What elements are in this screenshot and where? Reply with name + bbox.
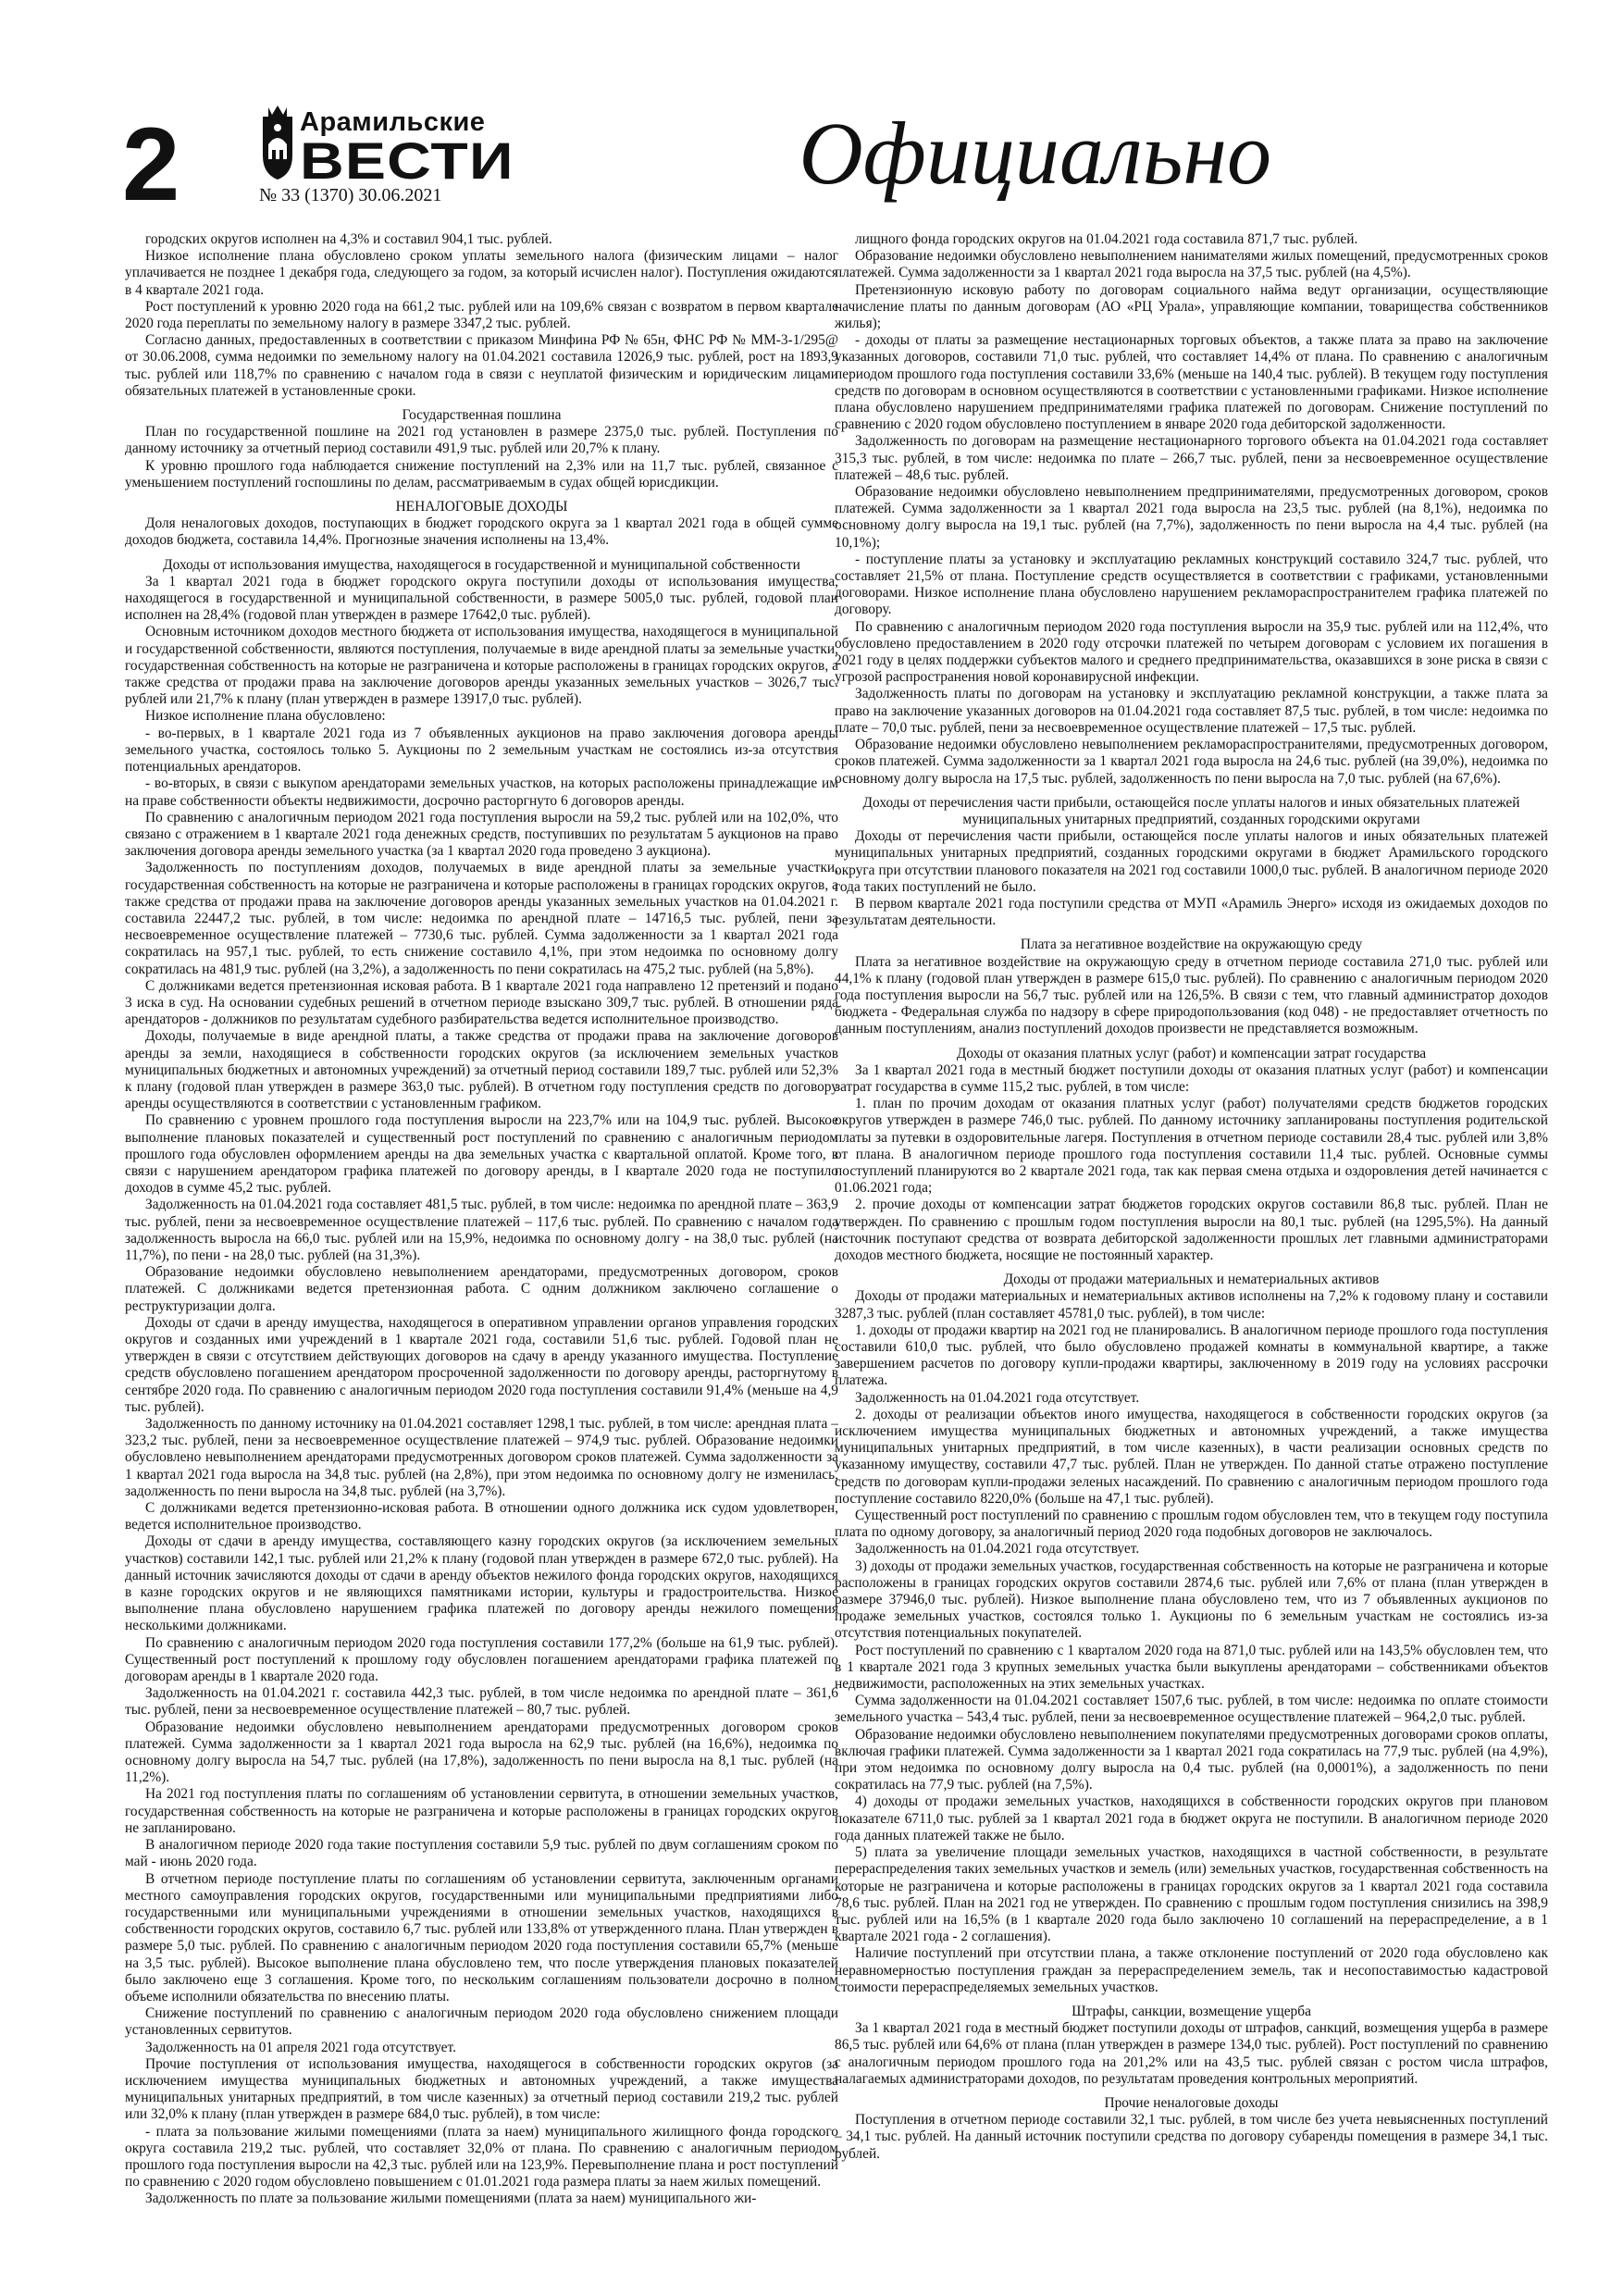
- issue-number: № 33 (1370) 30.06.2021: [259, 185, 442, 205]
- section-heading: Штрафы, санкции, возмещение ущерба: [1072, 2003, 1311, 2019]
- paragraph: 3) доходы от продажи земельных участков, государственная собственность на которые не разграничена и которые расположены в границах городских округов составили 2874,6 тыс. рублей или 7,6% от плана (план утвержден в размере 37946,0 тыс. рублей). Низкое выполнение плана обусловлено тем, что из 7 объявленных аукционов по продаже земельных участков, состоялся только 1. Аукционы по 6 земельным участкам не состоялись из-за отсутствия потенциальных покупателей.: [835, 1558, 1548, 1642]
- paragraph: По сравнению с аналогичным периодом 2021 года поступления выросли на 59,2 тыс. рублей или на 102,0%, что связано с отражением в 1 квартале 2021 года денежных средств, поступивших по результатам 5 аукционов на право заключения договора аренды земельного участка (за 1 квартал 2020 года проведено 3 аукциона).: [125, 809, 838, 860]
- paragraph: Доходы, получаемые в виде арендной платы, а также средства от продажи права на заключение договоров аренды за земли, находящиеся в собственности городских округов (за исключением земельных участков муниципальных бюджетных и автономных учреждений) за отчетный период составили 189,7 тыс. рублей или 52,3% к плану (годовой план утвержден в размере 363,0 тыс. рублей). В отчетном году поступления средств по договору аренды осуществляются в соответствии с установленным графиком.: [125, 1028, 838, 1112]
- paragraph: Рост поступлений по сравнению с 1 кварталом 2020 года на 871,0 тыс. рублей или на 143,5% обусловлен тем, что в 1 квартале 2021 года 3 крупных земельных участка были выкуплены арендаторами – собственниками объектов недвижимости, расположенных на этих земельных участках.: [835, 1642, 1548, 1693]
- section-heading: Доходы от использования имущества, находящегося в государственной и муниципальной собственности: [163, 556, 800, 573]
- paragraph: - во-вторых, в связи с выкупом арендаторами земельных участков, на которых расположены принадлежащие им на праве собственности объекты недвижимости, досрочно расторгнуто 6 договоров аренды.: [125, 776, 838, 809]
- paragraph: На 2021 год поступления платы по соглашениям об установлении сервитута, в отношении земельных участков, государственная собственность на которые не разграничена и которые расположены в границах городских округов не запланировано.: [125, 1786, 838, 1836]
- paragraph: Поступления в отчетном периоде составили 32,1 тыс. рублей, в том числе без учета невыясненных поступлений – 34,1 тыс. рублей. На данный источник поступили средства по договору субаренды помещения в размере 34,1 тыс. рублей.: [835, 2112, 1548, 2162]
- paragraph: Доля неналоговых доходов, поступающих в бюджет городского округа за 1 квартал 2021 года в общей сумме доходов бюджета, составила 14,4%. Прогнозные значения исполнены на 13,4%.: [125, 515, 838, 549]
- paragraph: Прочие поступления от использования имущества, находящегося в собственности городских округов (за исключением имущества муниципальных бюджетных и автономных учреждений, а также имущества муниципальных унитарных предприятий, в том числе казенных) за отчетный период составили 219,2 тыс. рублей или 32,0% к плану (план утвержден в размере 684,0 тыс. рублей), в том числе:: [125, 2055, 838, 2123]
- paragraph: Задолженность платы по договорам на установку и эксплуатацию рекламной конструкции, а также плата за право на заключение указанных договоров на 01.04.2021 года составляет 87,5 тыс. рублей, в том числе: недоимка по плате – 70,0 тыс. рублей, пени за несвоевременное осуществление платежей – 17,5 тыс. рублей.: [835, 686, 1548, 736]
- paragraph: - плата за пользование жилыми помещениями (плата за наем) муниципального жилищного фонда городского округа составила 219,2 тыс. рублей, что составляет 32,0% от плана. По сравнению с аналогичным периодом прошлого года поступления выросли на 42,3 тыс. рублей или на 123,9%. Перевыполнение плана и рост поступлений по сравнению с 2020 годом обусловлено повышением с 01.01.2021 года размера платы за наем жилых помещений.: [125, 2123, 838, 2191]
- paragraph: По сравнению с уровнем прошлого года поступления выросли на 223,7% или на 104,9 тыс. рублей. Высокое выполнение плановых показателей и существенный рост поступлений по сравнению с аналогичным периодом прошлого года обусловлен оформлением аренды на два земельных участка с квартальной оплатой. Кроме того, в связи с нарушением арендатором графика платежей по договору аренды, в I квартале 2020 года не поступило доходов в сумме 45,2 тыс. рублей.: [125, 1112, 838, 1197]
- paragraph: Низкое исполнение плана обусловлено:: [145, 708, 386, 725]
- paragraph: 5) плата за увеличение площади земельных участков, находящихся в частной собственности, в результате перераспределения таких земельных участков и земель (или) земельных участков, государственная собственность на которые не разграничена и которые расположены в границах городских округов за 1 квартал 2021 года составила 78,6 тыс. рублей. План на 2021 год не утвержден. По сравнению с прошлым годом поступления снизились на 398,9 тыс. рублей или на 16,5% (в 1 квартале 2020 года было заключено 10 соглашений на перераспределение, а в 1 квартале 2021 года - 2 соглашения).: [835, 1844, 1548, 1945]
- logo-title: ВЕСТИ: [300, 131, 514, 190]
- paragraph: Образование недоимки обусловлено невыполнением рекламораспространителями, предусмотренных договором, сроков платежей. Сумма задолженности за 1 квартал 2021 года выросла на 24,6 тыс. рублей (на 39,0%), недоимка по основному долгу выросла на 17,5 тыс. рублей, задолженность по пени выросла на 7,0 тыс. рублей (на 67,6%).: [835, 737, 1548, 787]
- paragraph: Образование недоимки обусловлено невыполнением покупателями предусмотренных договорами сроков оплаты, включая графики платежей. Сумма задолженности за 1 квартал 2021 года сократилась на 77,9 тыс. рублей (на 4,9%), при этом недоимка по основному долгу выросла на 0,4 тыс. рублей (на 0,0001%), а задолженность по пени сократилась на 77,9 тыс. рублей (на 7,5%).: [835, 1726, 1548, 1793]
- section-heading: Доходы от перечисления части прибыли, остающейся после уплаты налогов и иных обязательных платежей муниципальных унитарных предприятий, созданных городскими округами: [862, 794, 1520, 827]
- section-heading: НЕНАЛОГОВЫЕ ДОХОДЫ: [395, 499, 568, 515]
- section-heading: Доходы от оказания платных услуг (работ) и компенсации затрат государства: [956, 1045, 1427, 1061]
- paragraph: 2. доходы от реализации объектов иного имущества, находящегося в собственности городских округов (за исключением имущества муниципальных бюджетных и автономных учреждений, а также имущества муниципальных унитарных предприятий, в том числе казенных), в части реализации основных средств по указанному имуществу, составили 47,7 тыс. рублей. План не утвержден. По данной статье отражено поступление средств по договорам купли-продажи зеленых насаждений. По сравнению с аналогичным периодом прошлого года поступление составило 8220,0% (больше на 47,1 тыс. рублей).: [835, 1406, 1548, 1507]
- paragraph: План по государственной пошлине на 2021 год установлен в размере 2375,0 тыс. рублей. Поступления по данному источнику за отчетный период составили 491,9 тыс. рублей или 20,7% к плану.: [125, 424, 838, 457]
- paragraph: 4) доходы от продажи земельных участков, находящихся в собственности городских округов при плановом показателе 6711,0 тыс. рублей за 1 квартал 2021 года в бюджет округа не поступили. В аналогичном периоде 2020 года данных платежей также не было.: [835, 1793, 1548, 1843]
- paragraph: Задолженность на 01 апреля 2021 года отсутствует.: [145, 2039, 456, 2055]
- paragraph: Задолженность по договорам на размещение нестационарного торгового объекта на 01.04.2021 года составляет 315,3 тыс. рублей, в том числе: недоимка по плате – 266,7 тыс. рублей, пени за несвоевременное осуществление платежей – 48,6 тыс. рублей.: [835, 433, 1548, 483]
- left-column: [125, 231, 838, 2208]
- paragraph: Доходы от продажи материальных и нематериальных активов исполнены на 7,2% к годовому плану и составили 3287,3 тыс. рублей (план составляет 45781,0 тыс. рублей), в том числе:: [835, 1288, 1548, 1322]
- paragraph: - доходы от платы за размещение нестационарных торговых объектов, а также плата за право на заключение указанных договоров, составили 71,0 тыс. рублей, что составляет 14,4% от плана. По сравнению с аналогичным периодом прошлого года поступления составили 33,6% (меньше на 140,4 тыс. рублей). В текущем году поступления средств по договорам в основном осуществляются в соответствии с установленными графиками. Низкое исполнение плана обусловлено нарушением предпринимателями графика платежей по договорам. Снижение поступлений по сравнению с 2020 годом обусловлено поступлением в январе 2020 года дебиторской задолженности.: [835, 332, 1548, 433]
- section-heading: Доходы от продажи материальных и нематериальных активов: [1003, 1272, 1380, 1288]
- paragraph: По сравнению с аналогичным периодом 2020 года поступления выросли на 35,9 тыс. рублей или на 112,4%, что обусловлено предоставлением в 2020 году отсрочки платежей по четырем договорам с условием их погашения в 2021 году в целях поддержки субъектов малого и среднего предпринимательства, оказавшихся в зоне риска в связи с угрозой распространения новой коронавирусной инфекции.: [835, 618, 1548, 686]
- paragraph: Плата за негативное воздействие на окружающую среду в отчетном периоде составила 271,0 тыс. рублей или 44,1% к плану (годовой план утвержден в размере 615,0 тыс. рублей). По сравнению с аналогичным периодом 2020 года поступления выросли на 56,7 тыс. рублей или на 126,5%. В связи с тем, что главный администратор доходов бюджета - Федеральная служба по надзору в сфере природопользования (код 048) - не предоставляет отчетность по данным поступлениям, анализ поступлений доходов произвести не представляется возможным.: [835, 953, 1548, 1037]
- paragraph: С должниками ведется претензионная исковая работа. В 1 квартале 2021 года направлено 12 претензий и подано 3 иска в суд. На основании судебных решений в отчетном периоде взыскано 309,7 тыс. рублей. В отношении ряда арендаторов - должников по результатам судебного разбирательства ведется исполнительное производство.: [125, 977, 838, 1028]
- paragraph: 1. доходы от продажи квартир на 2021 год не планировались. В аналогичном периоде прошлого года поступления составили 610,0 тыс. рублей, что было обусловлено продажей комнаты в коммунальной квартире, а также завершением расчетов по договору купли-продажи квартиры, заключенному в 2019 году на условиях рассрочки платежа.: [835, 1322, 1548, 1389]
- paragraph: За 1 квартал 2021 года в бюджет городского округа поступили доходы от использования имущества, находящегося в государственной и муниципальной собственности, в размере 5005,0 тыс. рублей, годовой план исполнен на 28,4% (годовой план утвержден в размере 17642,0 тыс. рублей).: [125, 573, 838, 624]
- paragraph: Образование недоимки обусловлено невыполнением арендаторами предусмотренных договором сроков платежей. Сумма задолженности за 1 квартал 2021 года выросла на 62,9 тыс. рублей (на 16,6%), недоимка по основному долгу выросла на 54,7 тыс. рублей (на 17,8%), задолженность по пени выросла на 8,1 тыс. рублей (на 11,2%).: [125, 1719, 838, 1786]
- paragraph: городских округов исполнен на 4,3% и составил 904,1 тыс. рублей.: [145, 231, 552, 247]
- paragraph: Сумма задолженности на 01.04.2021 составляет 1507,6 тыс. рублей, в том числе: недоимка по оплате стоимости земельного участка – 543,4 тыс. рублей, пени за несвоевременное осуществление платежей – 964,2,0 тыс. рублей.: [835, 1693, 1548, 1726]
- paragraph: Наличие поступлений при отсутствии плана, а также отклонение поступлений от 2020 года обусловлено как неравномерностью поступления граждан за перераспределением земель, так и несопоставимостью кадастровой стоимости перераспределяемых земельных участков.: [835, 1945, 1548, 1995]
- right-column: [835, 231, 1548, 2163]
- paragraph: Образование недоимки обусловлено невыполнением предпринимателями, предусмотренных договором, сроков платежей. Сумма задолженности за 1 квартал 2021 года выросла на 23,5 тыс. рублей (на 8,1%), недоимка по основному долгу выросла на 19,1 тыс. рублей (на 7,7%), задолженность по пени выросла на 4,4 тыс. рублей (на 10,1%);: [835, 484, 1548, 551]
- paragraph: Существенный рост поступлений по сравнению с прошлым годом обусловлен тем, что в текущем году поступила плата по одному договору, за аналогичный период 2020 года подобных договоров не заключалось.: [835, 1508, 1548, 1541]
- paragraph: Задолженность по поступлениям доходов, получаемых в виде арендной платы за земельные участки, государственная собственность на которые не разграничена и которые расположены в границах городских округов, а также средства от продажи права на заключение договоров аренды указанных земельных участков на 01.04.2021 г. составила 22447,2 тыс. рублей, в том числе: недоимка по арендной плате – 14716,5 тыс. рублей, пени за несвоевременное осуществление платежей – 7730,6 тыс. рублей. Сумма задолженности за 1 квартал 2021 года сократилась на 957,1 тыс. рублей, то есть снижение составило 4,1%, при этом недоимка по основному долгу сократилась на 481,9 тыс. рублей (на 3,2%), а задолженность по пени сократилась на 475,2 тыс. рублей (на 5,8%).: [125, 860, 838, 977]
- paragraph: Образование недоимки обусловлено невыполнением арендаторами, предусмотренных договором, сроков платежей. С должниками ведется претензионная работа. С одним должником заключено соглашение о реструктуризации долга.: [125, 1264, 838, 1314]
- newspaper-logo: [259, 104, 514, 190]
- paragraph: Снижение поступлений по сравнению с аналогичным периодом 2020 года обусловлено снижением площади установленных сервитутов.: [125, 2005, 838, 2039]
- paragraph: Согласно данных, предоставленных в соответствии с приказом Минфина РФ № 65н, ФНС РФ № ММ-3-1/295@ от 30.06.2008, сумма недоимки по земельному налогу на 01.04.2021 составила 12026,9 тыс. рублей, рост на 1893,9 тыс. рублей или 118,7% по сравнению с началом года в связи с неуплатой физическим и юридическим лицами обязательных платежей в установленные сроки.: [125, 332, 838, 399]
- page-header: [0, 0, 1623, 222]
- paragraph: Задолженность по плате за пользование жилыми помещениями (плата за наем) муниципального жи-: [145, 2191, 757, 2207]
- section-heading: Плата за негативное воздействие на окружающую среду: [1020, 937, 1363, 953]
- paragraph: В первом квартале 2021 года поступили средства от МУП «Арамиль Энерго» исходя из ожидаемых доходов по результатам деятельности.: [835, 895, 1548, 929]
- paragraph: Доходы от перечисления части прибыли, остающейся после уплаты налогов и иных обязательных платежей муниципальных унитарных предприятий, созданных городскими округами в бюджет Арамильского городского округа при отсутствии планового показателя на 2021 год составили 1000,0 тыс. рублей. В аналогичном периоде 2020 года таких поступлений не было.: [835, 828, 1548, 895]
- paragraph: лищного фонда городских округов на 01.04.2021 года составила 871,7 тыс. рублей.: [855, 231, 1358, 247]
- page-number: 2: [122, 106, 180, 222]
- paragraph: Задолженность на 01.04.2021 года отсутствует.: [855, 1389, 1140, 1406]
- paragraph: - поступление платы за установку и эксплуатацию рекламных конструкций составило 324,7 тыс. рублей, что составляет 21,5% от плана. Поступление средств осуществляется в соответствии с графиками, установленными договорами. Низкое исполнение плана обусловлено нарушением рекламораспространителем графика платежей по договору.: [835, 551, 1548, 618]
- paragraph: Доходы от сдачи в аренду имущества, составляющего казну городских округов (за исключением земельных участков) составили 142,1 тыс. рублей или 21,2% к плану (годовой план утвержден в размере 672,0 тыс. рублей). На данный источник зачисляются доходы от сдачи в аренду объектов нежилого фонда городских округов, находящихся в казне городских округов и не являющихся памятниками истории, культуры и градостроительства. Низкое выполнение плана обусловлено нарушением графика платежей по договору аренды нежилого помещения несколькими должниками.: [125, 1533, 838, 1634]
- paragraph: По сравнению с аналогичным периодом 2020 года поступления составили 177,2% (больше на 61,9 тыс. рублей). Существенный рост поступлений к прошлому году обусловлен погашением арендаторами графика платежей по договорам аренды в 1 квартале 2020 года.: [125, 1634, 838, 1685]
- section-heading: Государственная пошлина: [402, 407, 562, 424]
- paragraph: Низкое исполнение плана обусловлено сроком уплаты земельного налога (физическим лицами – налог уплачивается не позднее 1 декабря года, следующего за годом, за который исчислен налог). Поступления ожидаются в 4 квартале 2021 года.: [125, 248, 838, 298]
- paragraph: С должниками ведется претензионно-исковая работа. В отношении одного должника иск судом удовлетворен, ведется исполнительное производство.: [125, 1500, 838, 1533]
- section-heading: Прочие неналоговые доходы: [1104, 2094, 1279, 2111]
- coat-of-arms-icon: [259, 104, 296, 181]
- paragraph: Задолженность по данному источнику на 01.04.2021 составляет 1298,1 тыс. рублей, в том числе: арендная плата – 323,2 тыс. рублей, пени за несвоевременное осуществление платежей – 974,9 тыс. рублей. Образование недоимки обусловлено невыполнением арендаторами предусмотренных договором сроков платежей. Сумма задолженности за 1 квартал 2021 года выросла на 34,8 тыс. рублей (на 2,8%), при этом недоимка по основному долгу не изменилась, задолженность по пени выросла на 34,8 тыс. рублей (на 3,7%).: [125, 1416, 838, 1499]
- paragraph: 1. план по прочим доходам от оказания платных услуг (работ) получателями средств бюджетов городских округов утвержден в размере 746,0 тыс. рублей. По данному источнику запланированы поступления родительской платы за путевки в оздоровительные лагеря. Поступления в отчетном периоде составили 28,4 тыс. рублей или 3,8% от плана. В аналогичном периоде прошлого года поступления составили 11,4 тыс. рублей. Основные суммы поступлений планируются во 2 квартале 2021 года, так как первая смена отдыха и оздоровления детей начинается с 01.06.2021 года;: [835, 1096, 1548, 1197]
- section-title: Официально: [799, 104, 1271, 203]
- paragraph: Доходы от сдачи в аренду имущества, находящегося в оперативном управлении органов управления городских округов и созданных ими учреждений в 1 квартале 2021 года, составили 51,6 тыс. рублей. Годовой план не утвержден в связи с отсутствием действующих договоров на сдачу в аренду указанного имущества. Поступление средств обусловлено погашением арендатором просроченной задолженности по договору аренды, расторгнутому в сентябре 2020 года. По сравнению с аналогичным периодом 2020 года поступления составили 91,4% (меньше на 4,9 тыс. рублей).: [125, 1314, 838, 1415]
- paragraph: В отчетном периоде поступление платы по соглашениям об установлении сервитута, заключенным органами местного самоуправления городских округов, государственными или муниципальными предприятиями либо государственными или муниципальными учреждениями в отношении земельных участков, находящихся в собственности городских округов, составило 6,7 тыс. рублей или 133,8% от утвержденного плана. План утвержден в размере 5,0 тыс. рублей. По сравнению с аналогичным периодом 2020 года поступления составили 65,7% (меньше на 3,5 тыс. рублей). Высокое выполнение плана обусловлено тем, что после утверждения плановых показателей было заключено еще 3 соглашения. Кроме того, по нескольким соглашениям пользователи досрочно в полном объеме исполнили обязательства по внесению платы.: [125, 1870, 838, 2004]
- paragraph: Претензионную исковую работу по договорам социального найма ведут организации, осуществляющие начисление платы по данным договорам (АО «РЦ Урала», управляющие компании, товарищества собственников жилья);: [835, 281, 1548, 332]
- paragraph: К уровню прошлого года наблюдается снижение поступлений на 2,3% или на 11,7 тыс. рублей, связанное с уменьшением поступлений госпошлины по делам, рассматриваемым в судах общей юрисдикции.: [125, 457, 838, 490]
- paragraph: За 1 квартал 2021 года в местный бюджет поступили доходы от штрафов, санкций, возмещения ущерба в размере 86,5 тыс. рублей или 64,6% от плана (план утвержден в размере 134,0 тыс. рублей). Рост поступлений по сравнению с аналогичным периодом прошлого года на 201,2% или на 43,5 тыс. рублей связан с ростом числа штрафов, налагаемых администраторами доходов, по результатам проведения контрольных мероприятий.: [835, 2020, 1548, 2087]
- paragraph: Основным источником доходов местного бюджета от использования имущества, находящегося в муниципальной и государственной собственности, являются поступления, получаемые в виде арендной платы за земельные участки, государственная собственность на которые не разграничена и которые расположены в границах городских округов, а также средства от продажи права на заключение договоров аренды указанных земельных участков – 3026,7 тыс. рублей или 21,7% к плану (план утвержден в размере 13917,0 тыс. рублей).: [125, 624, 838, 708]
- paragraph: 2. прочие доходы от компенсации затрат бюджетов городских округов составили 86,8 тыс. рублей. План не утвержден. По сравнению с прошлым годом поступления выросли на 80,1 тыс. рублей (на 1295,5%). На данный источник поступают средства от возврата дебиторской задолженности прошлых лет главными администраторами доходов местного бюджета, носящие не постоянный характер.: [835, 1197, 1548, 1263]
- paragraph: Задолженность на 01.04.2021 года составляет 481,5 тыс. рублей, в том числе: недоимка по арендной плате – 363,9 тыс. рублей, пени за несвоевременное осуществление платежей – 117,6 тыс. рублей. По сравнению с началом года задолженность выросла на 66,0 тыс. рублей или на 15,9%, недоимка по основному долгу - на 38,0 тыс. рублей (на 11,7%), по пени - на 28,0 тыс. рублей (на 31,3%).: [125, 1197, 838, 1263]
- logo-subtitle: Арамильские: [300, 107, 486, 137]
- paragraph: За 1 квартал 2021 года в местный бюджет поступили доходы от оказания платных услуг (работ) и компенсации затрат государства в сумме 115,2 тыс. рублей, в том числе:: [835, 1061, 1548, 1095]
- paragraph: Задолженность на 01.04.2021 г. составила 442,3 тыс. рублей, в том числе недоимка по арендной плате – 361,6 тыс. рублей, пени за несвоевременное осуществление платежей – 80,7 тыс. рублей.: [125, 1685, 838, 1719]
- paragraph: - во-первых, в 1 квартале 2021 года из 7 объявленных аукционов на право заключения договора аренды земельного участка, состоялось только 5. Аукционы по 2 земельным участкам не состоялись из-за отсутствия потенциальных арендаторов.: [125, 725, 838, 776]
- paragraph: Рост поступлений к уровню 2020 года на 661,2 тыс. рублей или на 109,6% связан с возвратом в первом квартале 2020 года переплаты по земельному налогу в размере 3347,2 тыс. рублей.: [125, 298, 838, 332]
- paragraph: Образование недоимки обусловлено невыполнением нанимателями жилых помещений, предусмотренных сроков платежей. Сумма задолженности за 1 квартал 2021 года выросла на 37,5 тыс. рублей (на 4,5%).: [835, 248, 1548, 281]
- paragraph: В аналогичном периоде 2020 года такие поступления составили 5,9 тыс. рублей по двум соглашениям сроком по май - июнь 2020 года.: [125, 1837, 838, 1870]
- paragraph: Задолженность на 01.04.2021 года отсутствует.: [855, 1541, 1140, 1558]
